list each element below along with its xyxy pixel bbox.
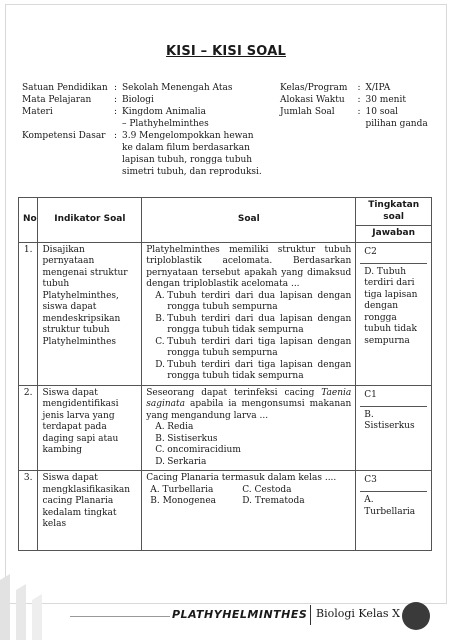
option-item (242, 496, 342, 508)
answer-key: B. Sistiserkus (364, 409, 415, 431)
option-letter: D. (155, 456, 165, 467)
meta-value: Biologi (122, 95, 154, 105)
meta-row (22, 94, 272, 106)
option-item (146, 360, 351, 383)
meta-left (22, 82, 272, 178)
cognitive-level: C2 (360, 245, 427, 264)
option-letter: A. (155, 290, 165, 301)
option-text: Trematoda (254, 496, 305, 506)
meta-key: Materi (22, 107, 53, 117)
meta-sep: : (114, 83, 118, 93)
meta-key: Satuan Pendidikan (22, 83, 108, 93)
row-tingkatan (356, 385, 432, 471)
meta-value: Kingdom Animalia – Plathyhelminthes (122, 107, 209, 129)
table-row (19, 471, 432, 551)
meta-key: Kelas/Program (280, 83, 348, 93)
meta-sep: : (114, 131, 118, 141)
kisi-table (18, 197, 432, 551)
option-item (146, 445, 351, 457)
option-text: Sistiserkus (167, 433, 218, 444)
page-title: KISI – KISI SOAL (166, 44, 286, 59)
decorative-stripes (0, 560, 70, 640)
row-tingkatan (356, 471, 432, 551)
answer-key: A. Turbellaria (364, 495, 416, 517)
option-letter: D. (155, 359, 165, 370)
table-row (19, 385, 432, 471)
page-marker-circle (402, 602, 430, 630)
meta-row (280, 106, 440, 130)
option-letter: D. (242, 496, 252, 506)
option-letter: B. (150, 496, 160, 506)
header-tingkatan: Tingkatan soal (356, 198, 432, 226)
meta-key: Alokasi Waktu (280, 95, 345, 105)
row-indikator: Siswa dapat mengklasifikasikan cacing Planaria kedalam tingkat kelas (38, 471, 142, 551)
table-header-row (19, 198, 432, 226)
meta-right (280, 82, 440, 130)
header-no: No (19, 198, 38, 243)
soal-text (146, 388, 351, 423)
header-soal: Soal (142, 198, 356, 243)
meta-key: Jumlah Soal (280, 107, 335, 117)
row-no: 1. (19, 242, 38, 385)
option-grid (146, 485, 351, 508)
option-item (146, 457, 351, 469)
row-tingkatan (356, 242, 432, 385)
meta-value: 30 menit (365, 95, 406, 105)
option-text: Turbellaria (162, 484, 214, 495)
option-text: oncomiracidium (167, 445, 241, 455)
meta-sep: : (357, 83, 361, 93)
row-soal (142, 385, 356, 471)
meta-row (22, 82, 272, 94)
table-row (19, 242, 432, 385)
soal-text: Platyhelminthes memiliki struktur tubuh triploblastik acelomata. Berdasarkan pernyataan tersebut apakah yang dimaksud dengan triploblastik acelomata ... (146, 244, 352, 289)
meta-value: X/IPA (365, 83, 391, 93)
meta-value: 3.9 Mengelompokkan hewan ke dalam filum berdasarkan lapisan tubuh, rongga tubuh simetri tubuh, dan reproduksi. (122, 131, 262, 177)
answer-key: D. Tubuh terdiri dari tiga lapisan dengan rongga tubuh tidak sempurna (364, 266, 418, 346)
meta-sep: : (357, 107, 361, 117)
meta-row (280, 94, 440, 106)
soal-text: Cacing Planaria termasuk dalam kelas .... (146, 473, 337, 483)
row-indikator: Disajikan pernyataan mengenai struktur tubuh Platyhelminthes, siswa dapat mendeskripsikan struktur tubuh Platyhelminthes (38, 242, 142, 385)
cognitive-level: C1 (360, 388, 427, 407)
footer-subject: Biologi Kelas X (316, 607, 400, 620)
option-letter: B. (155, 313, 165, 324)
option-text: Monogenea (162, 496, 217, 506)
meta-value: Sekolah Menengah Atas (122, 83, 233, 93)
footer-rule (70, 616, 170, 617)
option-item (146, 314, 351, 337)
option-text: Serkaria (167, 456, 207, 467)
option-list (146, 422, 351, 468)
option-item (242, 485, 342, 497)
option-list (146, 291, 351, 383)
option-item (146, 337, 351, 360)
soal-text-post: apabila ia mengonsumsi makanan yang mengandung larva ... (146, 399, 352, 421)
meta-key: Mata Pelajaran (22, 95, 92, 105)
option-text: Tubuh terdiri dari dua lapisan dengan rongga tubuh tidak sempurna (167, 313, 352, 335)
option-item (146, 422, 351, 434)
meta-sep: : (357, 95, 361, 105)
option-letter: B. (155, 433, 165, 444)
soal-text-pre: Seseorang dapat terinfeksi cacing (146, 387, 322, 398)
cognitive-level: C3 (360, 473, 427, 492)
option-text: Tubuh terdiri dari dua lapisan dengan rongga tubuh sempurna (167, 290, 352, 312)
option-item (146, 434, 351, 446)
header-indikator: Indikator Soal (38, 198, 142, 243)
meta-sep: : (114, 107, 118, 117)
header-jawaban: Jawaban (356, 226, 432, 243)
option-text: Redia (167, 422, 194, 432)
option-item (150, 485, 242, 497)
meta-row (22, 130, 272, 178)
option-letter: A. (155, 422, 165, 432)
row-no: 3. (19, 471, 38, 551)
row-soal (142, 471, 356, 551)
option-text: Tubuh terdiri dari tiga lapisan dengan rongga tubuh tidak sempurna (167, 359, 352, 381)
option-text: Cestoda (254, 484, 292, 495)
row-soal (142, 242, 356, 385)
row-indikator: Siswa dapat mengidentifikasi jenis larva yang terdapat pada daging sapi atau kambing (38, 385, 142, 471)
meta-row (22, 106, 272, 130)
footer-brand: PLATHYHELMINTHES (172, 608, 308, 621)
soal-species: Taenia saginata (146, 387, 352, 409)
row-no: 2. (19, 385, 38, 471)
option-item (150, 496, 242, 508)
meta-sep: : (114, 95, 118, 105)
meta-key: Kompetensi Dasar (22, 131, 106, 141)
option-letter: A. (150, 484, 160, 495)
meta-value: 10 soal pilihan ganda (365, 107, 428, 129)
option-letter: C. (155, 445, 165, 455)
meta-row (280, 82, 440, 94)
option-text: Tubuh terdiri dari tiga lapisan dengan rongga tubuh sempurna (167, 336, 352, 358)
option-letter: C. (155, 336, 165, 347)
footer-divider (310, 605, 311, 625)
option-item (146, 291, 351, 314)
option-letter: C. (242, 484, 252, 495)
